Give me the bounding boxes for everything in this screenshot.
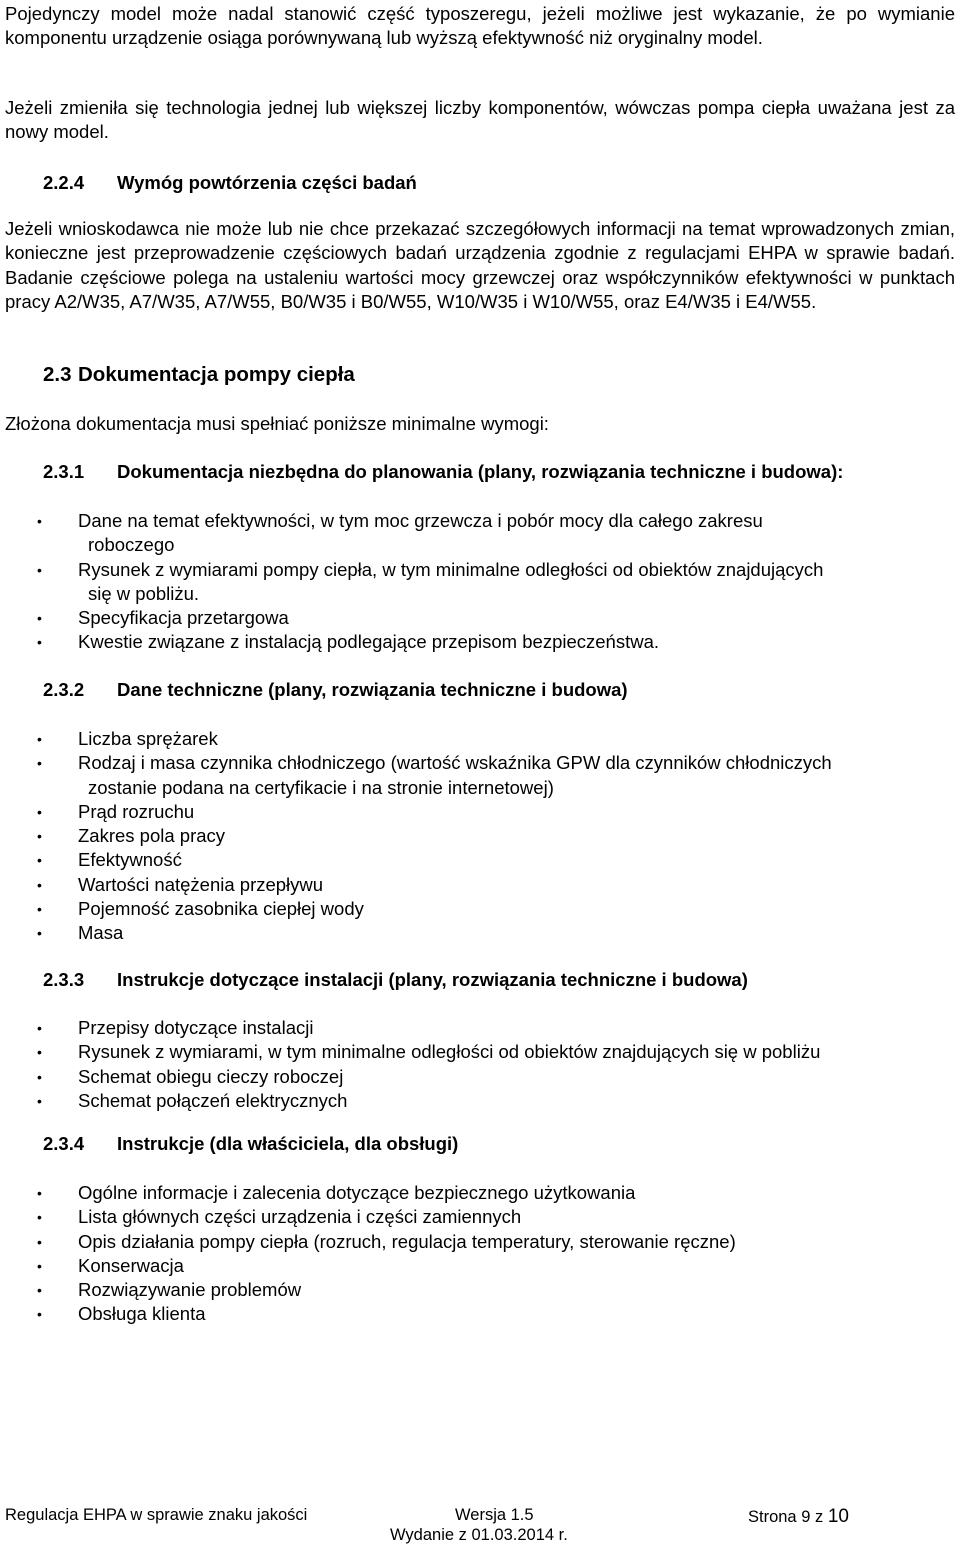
bullet-icon: •	[37, 828, 42, 845]
list-item	[0, 800, 960, 824]
list-item-continuation: się w pobliżu.	[88, 582, 200, 604]
section-title: Instrukcje (dla właściciela, dla obsługi)	[117, 1133, 459, 1154]
list-item	[0, 509, 960, 558]
list-item-text: Masa	[78, 922, 124, 944]
section-number: 2.3	[43, 363, 72, 386]
section-number: 2.3.3	[43, 969, 85, 990]
section-title: Wymóg powtórzenia części badań	[117, 172, 417, 193]
list-item	[0, 1254, 960, 1278]
section-number: 2.3.2	[43, 679, 85, 700]
bullet-icon: •	[37, 634, 42, 651]
list-item	[0, 1278, 960, 1302]
footer-page-number	[748, 1506, 849, 1528]
list-item	[0, 1016, 960, 1040]
list-item	[0, 873, 960, 897]
list-item	[0, 1065, 960, 1089]
list-item-continuation: zostanie podana na certyfikacie i na stronie internetowej)	[88, 776, 554, 798]
list-item-text: Ogólne informacje i zalecenia dotyczące bezpiecznego użytkowania	[78, 1182, 636, 1203]
bullet-icon: •	[37, 1185, 42, 1201]
list-item-text: Przepisy dotyczące instalacji	[78, 1017, 314, 1038]
bullet-icon: •	[37, 513, 42, 529]
list-item	[0, 751, 960, 800]
list-item-continuation: roboczego	[88, 534, 175, 556]
footer-page-label: Strona 9 z	[748, 1508, 824, 1526]
bullet-icon: •	[37, 1044, 42, 1061]
list-item	[0, 1230, 960, 1254]
bullet-icon: •	[37, 852, 42, 869]
list-item	[0, 897, 960, 921]
bullet-icon: •	[37, 610, 42, 627]
list-item-text: Kwestie związane z instalacją podlegające przepisom bezpieczeństwa.	[78, 631, 660, 653]
bullet-icon: •	[37, 876, 42, 893]
section-number: 2.2.4	[43, 172, 85, 193]
list-item-text: Pojemność zasobnika ciepłej wody	[78, 898, 364, 920]
list-item-text: Schemat obiegu cieczy roboczej	[78, 1065, 344, 1087]
footer-edition: Wydanie z 01.03.2014 r.	[390, 1526, 568, 1544]
bullet-icon: •	[37, 1092, 42, 1109]
bullet-icon: •	[37, 803, 42, 820]
list-2-3-3	[0, 1016, 960, 1113]
intro-paragraph-2: Jeżeli zmieniła się technologia jednej lub większej liczby komponentów, wówczas pompa ciepła uważana jest za nowy model.	[5, 97, 955, 143]
intro-paragraph-1: Pojedynczy model może nadal stanowić część typoszeregu, jeżeli możliwe jest wykazanie, że po wymianie komponentu urządzenie osiąga porównywaną lub wyższą efektywność niż oryginalny model.	[5, 3, 955, 49]
list-2-3-2	[0, 727, 960, 946]
list-item	[0, 1181, 960, 1205]
list-item	[0, 921, 960, 945]
list-item-text: Rodzaj i masa czynnika chłodniczego (wartość wskaźnika GPW dla czynników chłodniczych	[78, 752, 832, 774]
bullet-icon: •	[37, 1257, 42, 1274]
footer-page-total: 10	[827, 1506, 849, 1527]
list-item	[0, 606, 960, 630]
bullet-icon: •	[37, 1306, 42, 1323]
bullet-icon: •	[37, 755, 42, 772]
section-title: Dokumentacja pompy ciepła	[78, 363, 355, 386]
bullet-icon: •	[37, 1233, 42, 1250]
list-item	[0, 1205, 960, 1229]
list-item	[0, 824, 960, 848]
section-title: Dokumentacja niezbędna do planowania (plany, rozwiązania techniczne i budowa):	[117, 461, 844, 482]
list-item-text: Rysunek z wymiarami pompy ciepła, w tym minimalne odległości od obiektów znajdujących	[78, 558, 824, 580]
list-item-text: Schemat połączeń elektrycznych	[78, 1089, 348, 1111]
footer-document-title: Regulacja EHPA w sprawie znaku jakości	[5, 1506, 308, 1524]
section-number: 2.3.4	[43, 1133, 85, 1154]
list-item	[0, 848, 960, 872]
list-item-text: Obsługa klienta	[78, 1303, 206, 1325]
list-item	[0, 1040, 960, 1064]
list-2-3-4	[0, 1181, 960, 1327]
section-title: Dane techniczne (plany, rozwiązania techniczne i budowa)	[117, 679, 628, 700]
section-number: 2.3.1	[43, 461, 85, 482]
list-item-text: Specyfikacja przetargowa	[78, 607, 289, 629]
bullet-icon: •	[37, 1209, 42, 1226]
list-item	[0, 727, 960, 751]
bullet-icon: •	[37, 1020, 42, 1036]
footer-version: Wersja 1.5	[455, 1506, 534, 1524]
bullet-icon: •	[37, 1282, 42, 1299]
list-item-text: Zakres pola pracy	[78, 825, 226, 847]
list-item-text: Konserwacja	[78, 1254, 184, 1276]
list-2-3-1	[0, 509, 960, 655]
section-2-3-body: Złożona dokumentacja musi spełniać poniższe minimalne wymogi:	[5, 413, 549, 434]
list-item-text: Wartości natężenia przepływu	[78, 873, 324, 895]
list-item-text: Dane na temat efektywności, w tym moc grzewcza i pobór mocy dla całego zakresu	[78, 510, 763, 531]
list-item-text: Efektywność	[78, 849, 182, 871]
bullet-icon: •	[37, 1068, 42, 1085]
list-item	[0, 630, 960, 654]
bullet-icon: •	[37, 731, 42, 747]
list-item-text: Prąd rozruchu	[78, 800, 195, 822]
list-item-text: Liczba sprężarek	[78, 728, 218, 749]
bullet-icon: •	[37, 925, 42, 942]
section-2-2-4-body: Jeżeli wnioskodawca nie może lub nie chce przekazać szczegółowych informacji na temat wprowadzonych zmian, konieczne jest przeprowadzenie częściowych badań urządzenia zgodnie z regulacjami EHPA w sprawie badań. Badanie częściowe polega na ustaleniu wartości mocy grzewczej oraz współczynników efektywności w punktach pracy A2/W35, A7/W35, A7/W55, B0/W35 i B0/W55, W10/W35 i W10/W55, oraz E4/W35 i E4/W55.	[5, 218, 955, 312]
list-item	[0, 558, 960, 607]
list-item-text: Rysunek z wymiarami, w tym minimalne odległości od obiektów znajdujących się w pobliżu	[78, 1041, 821, 1063]
list-item-text: Lista głównych części urządzenia i części zamiennych	[78, 1206, 522, 1228]
section-title: Instrukcje dotyczące instalacji (plany, rozwiązania techniczne i budowa)	[117, 969, 748, 990]
list-item	[0, 1302, 960, 1326]
bullet-icon: •	[37, 901, 42, 918]
list-item	[0, 1089, 960, 1113]
list-item-text: Opis działania pompy ciepła (rozruch, regulacja temperatury, sterowanie ręczne)	[78, 1230, 736, 1252]
bullet-icon: •	[37, 561, 42, 578]
list-item-text: Rozwiązywanie problemów	[78, 1279, 302, 1301]
